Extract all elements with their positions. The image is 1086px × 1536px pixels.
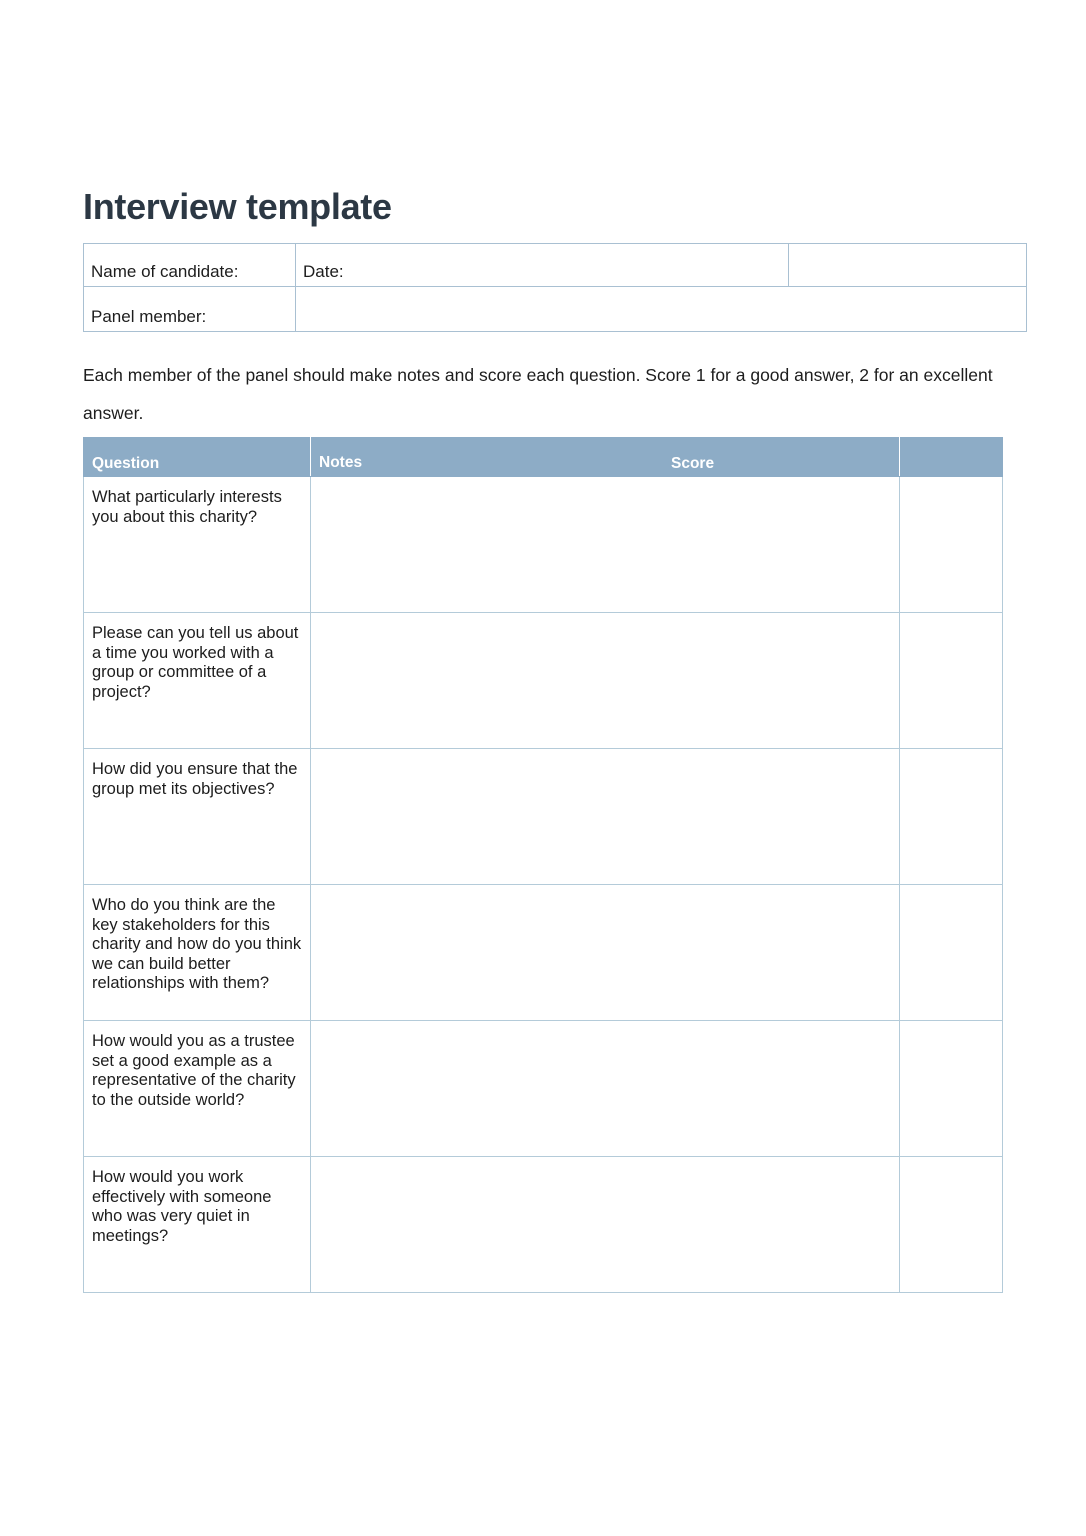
question-text: How would you as a trustee set a good example as a representative of the charity to the outside world? — [92, 1032, 296, 1109]
table-header-row — [84, 438, 1003, 477]
notes-text — [311, 477, 899, 488]
column-header-extra-label — [900, 472, 1002, 476]
notes-cell[interactable] — [311, 1157, 900, 1293]
question-text: Who do you think are the key stakeholders for this charity and how do you think we can build better relationships with them? — [92, 896, 302, 992]
table-row — [84, 613, 1003, 749]
notes-cell[interactable] — [311, 613, 900, 749]
table-row — [84, 287, 1027, 332]
page-title: Interview template — [83, 186, 392, 228]
notes-text — [311, 1021, 899, 1032]
score-text — [900, 477, 1002, 488]
notes-text — [311, 1157, 899, 1168]
question-cell — [84, 1157, 311, 1293]
column-header-notes — [311, 438, 900, 477]
panel-member-value-cell[interactable] — [296, 287, 1027, 332]
score-cell[interactable] — [900, 885, 1003, 1021]
name-of-candidate-cell[interactable]: Name of candidate: — [84, 244, 296, 287]
question-text: How would you work effectively with someone who was very quiet in meetings? — [92, 1168, 272, 1245]
notes-cell[interactable] — [311, 477, 900, 613]
notes-text — [311, 885, 899, 896]
column-header-question — [84, 438, 311, 477]
score-cell[interactable] — [900, 477, 1003, 613]
table-row — [84, 749, 1003, 885]
question-cell — [84, 613, 311, 749]
question-text: How did you ensure that the group met its objectives? — [92, 760, 298, 798]
question-cell — [84, 749, 311, 885]
candidate-details-table — [83, 243, 1027, 332]
column-header-question-label: Question — [92, 454, 160, 472]
score-cell[interactable] — [900, 749, 1003, 885]
table-row — [84, 1157, 1003, 1293]
table-row — [84, 885, 1003, 1021]
table-row — [84, 244, 1027, 287]
score-text — [900, 1021, 1002, 1032]
table-row — [84, 477, 1003, 613]
question-cell — [84, 1021, 311, 1157]
notes-cell[interactable] — [311, 749, 900, 885]
score-text — [900, 1157, 1002, 1168]
column-header-notes-label: Notes — [319, 453, 363, 471]
scoring-instructions: Each member of the panel should make notes and score each question. Score 1 for a good answer, 2 for an excellent answer. — [83, 364, 993, 423]
notes-text — [311, 613, 899, 624]
interview-questions-table — [83, 437, 1003, 1293]
notes-cell[interactable] — [311, 1021, 900, 1157]
notes-cell[interactable] — [311, 885, 900, 1021]
score-text — [900, 613, 1002, 624]
column-header-score-label: Score — [671, 454, 715, 472]
question-cell — [84, 885, 311, 1021]
table-row — [84, 1021, 1003, 1157]
score-text — [900, 885, 1002, 896]
question-text: What particularly interests you about this charity? — [92, 488, 282, 526]
score-text — [900, 749, 1002, 760]
row1-blank-cell[interactable] — [789, 244, 1027, 287]
date-cell[interactable]: Date: — [296, 244, 789, 287]
column-header-extra — [900, 438, 1003, 477]
score-cell[interactable] — [900, 1021, 1003, 1157]
notes-text — [311, 749, 899, 760]
score-cell[interactable] — [900, 1157, 1003, 1293]
score-cell[interactable] — [900, 613, 1003, 749]
question-text: Please can you tell us about a time you worked with a group or committee of a project? — [92, 624, 299, 701]
panel-member-cell[interactable]: Panel member: — [84, 287, 296, 332]
question-cell — [84, 477, 311, 613]
